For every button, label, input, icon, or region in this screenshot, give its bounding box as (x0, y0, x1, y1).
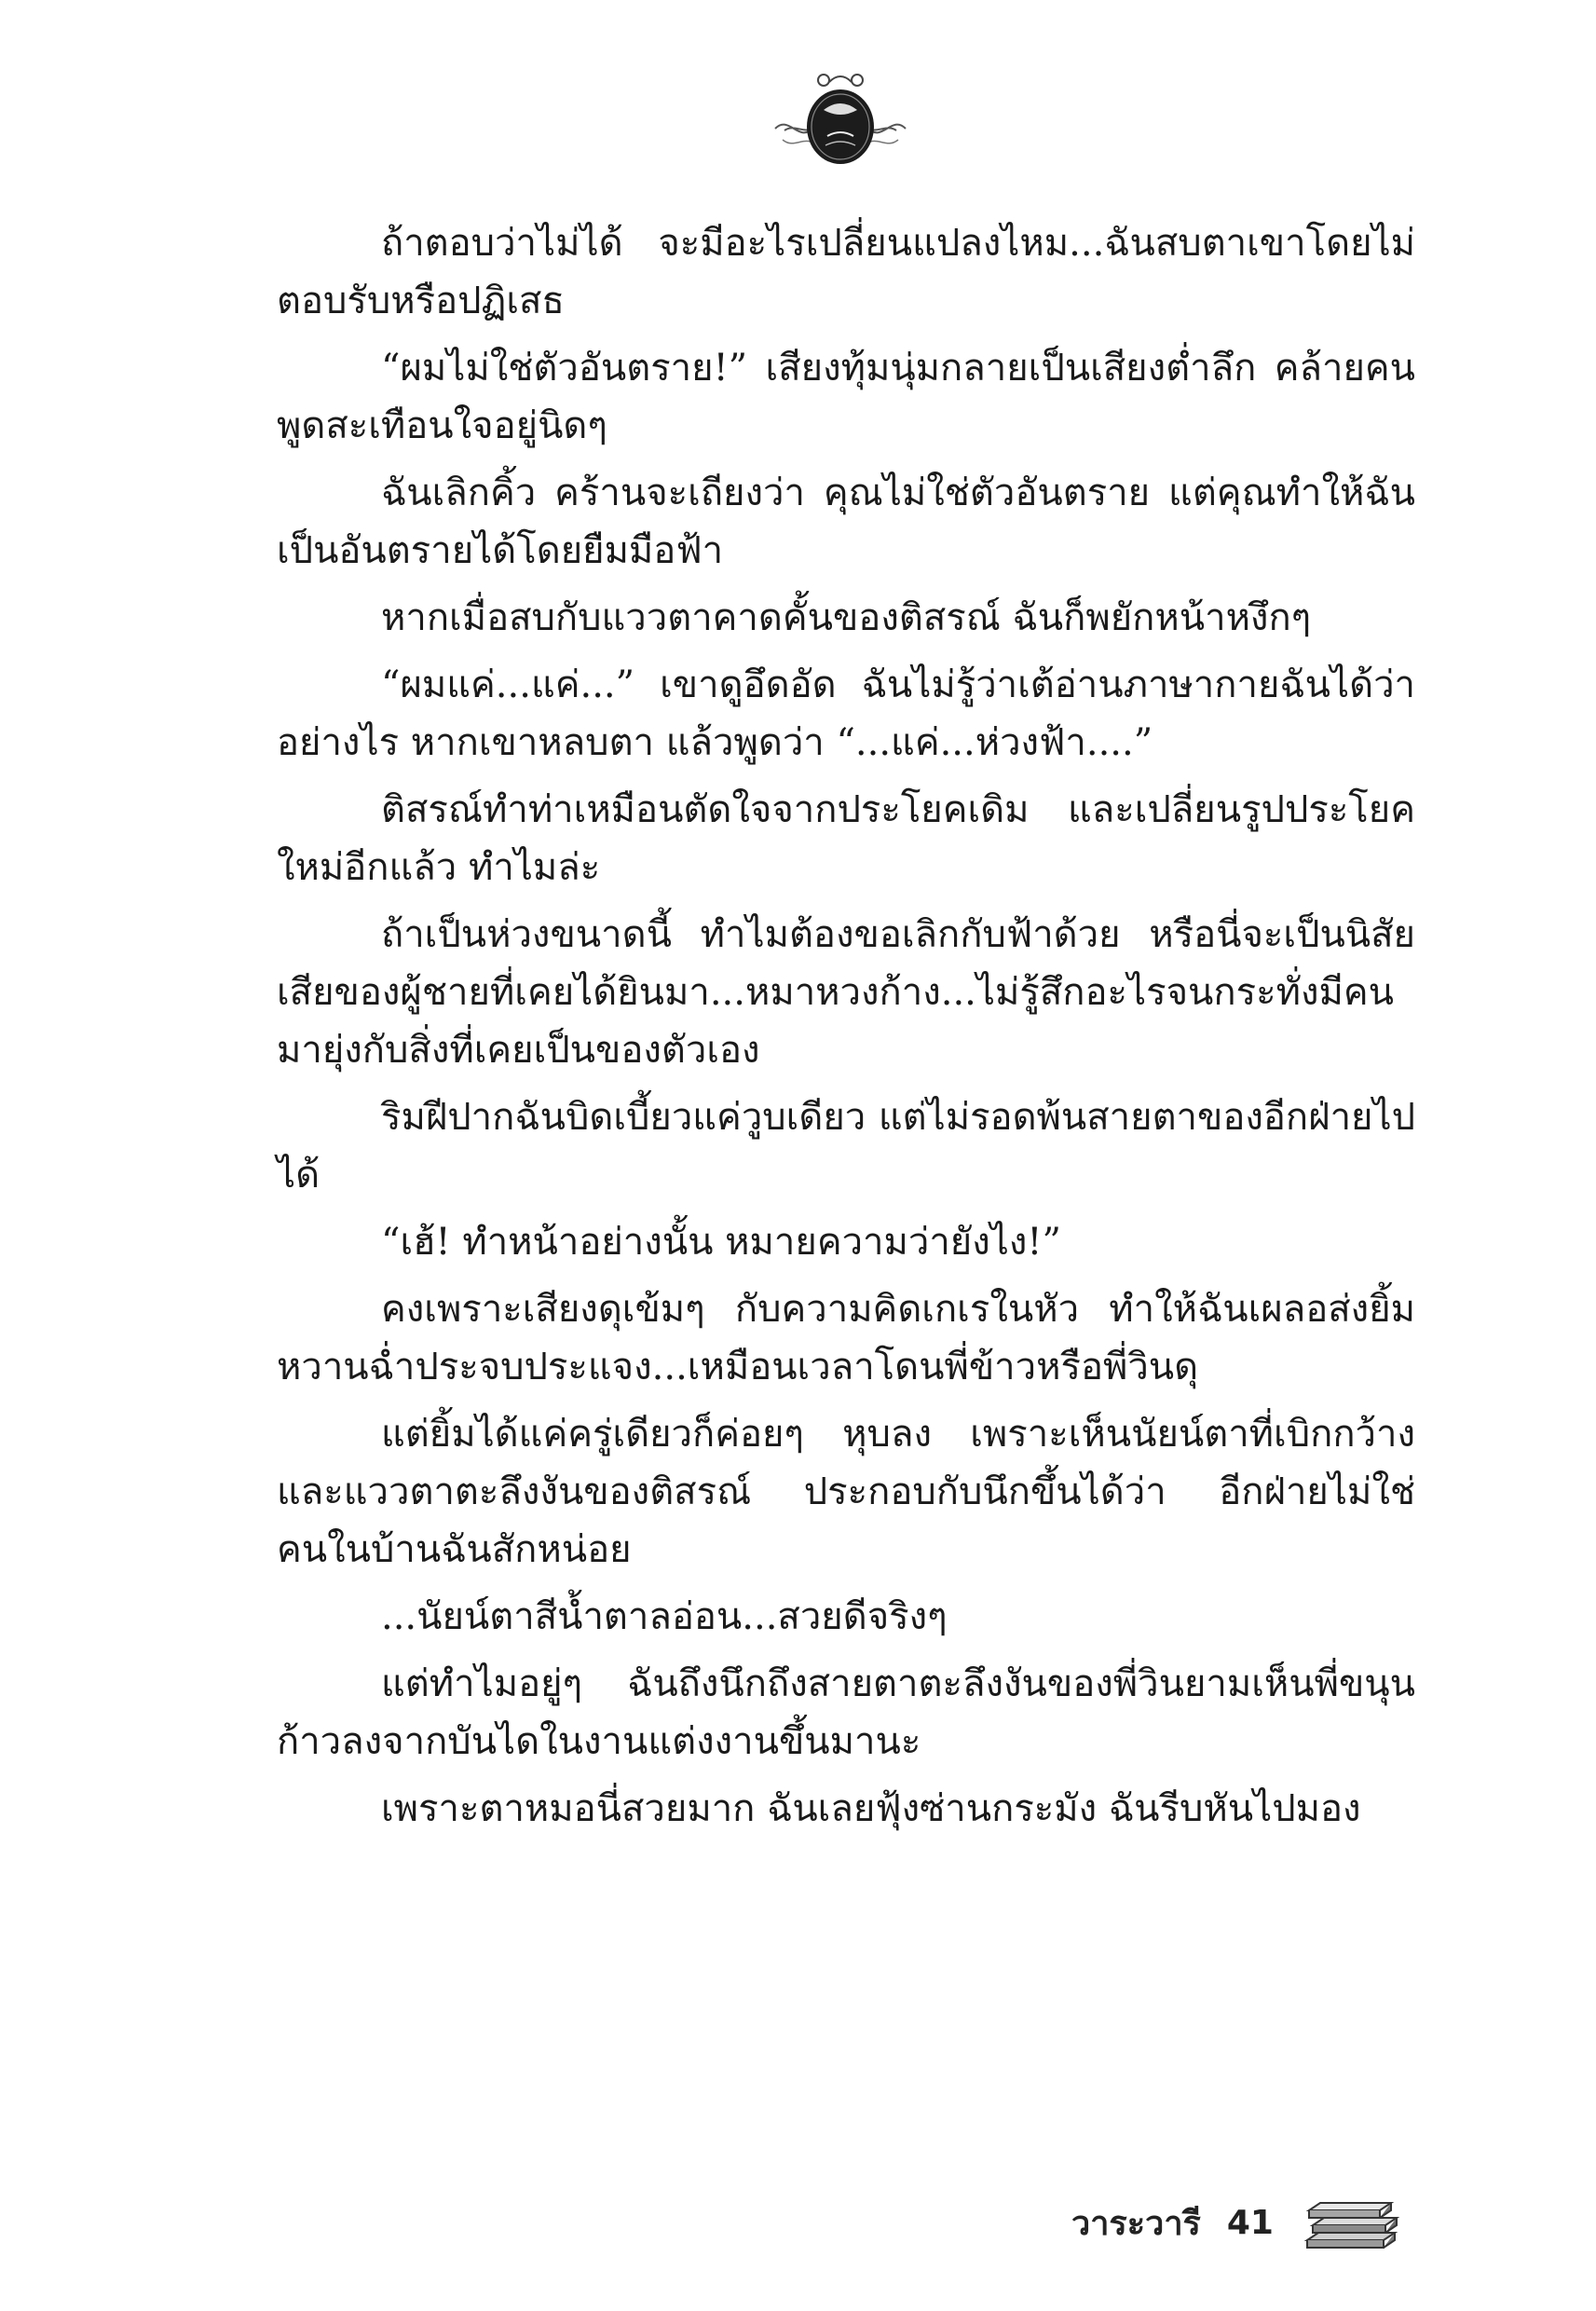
paragraph: ...นัยน์ตาสีน้ำตาลอ่อน...สวยดีจริงๆ (381, 1595, 948, 1638)
paragraph: “ผมแค่...แค่...” เขาดูอึดอัด ฉันไม่รู้ว่าเต้อ่านภาษากายฉันได้ว่าอย่างไร หากเขาหลบตา แล้วพูดว่า “...แค่...ห่วงฟ้า....” (277, 663, 1415, 764)
body-text (277, 214, 1415, 1847)
paragraph: คงเพราะเสียงดุเข้มๆ กับความคิดเกเรในหัว ทำให้ฉันเผลอส่งยิ้มหวานฉ่ำประจบประแจง...เหมือนเวลาโดนพี่ข้าวหรือพี่วินดุ (277, 1288, 1415, 1388)
paragraph: ริมฝีปากฉันบิดเบี้ยวแค่วูบเดียว แต่ไม่รอดพ้นสายตาของอีกฝ่ายไปได้ (277, 1096, 1415, 1197)
paragraph: แต่ทำไมอยู่ๆ ฉันถึงนึกถึงสายตาตะลึงงันของพี่วินยามเห็นพี่ขนุนก้าวลงจากบันไดในงานแต่งงานขึ้นมานะ (277, 1662, 1415, 1763)
paragraph: หากเมื่อสบกับแววตาคาดคั้นของติสรณ์ ฉันก็พยักหน้าหงึกๆ (381, 596, 1312, 639)
paragraph: ถ้าตอบว่าไม่ได้ จะมีอะไรเปลี่ยนแปลงไหม...ฉันสบตาเขาโดยไม่ตอบรับหรือปฏิเสธ (277, 222, 1415, 322)
book-stack-icon (1300, 2188, 1402, 2257)
paragraph: แต่ยิ้มได้แค่ครู่เดียวก็ค่อยๆ หุบลง เพราะเห็นนัยน์ตาที่เบิกกว้างและแววตาตะลึงงันของติสรณ์ ประกอบกับนึกขึ้นได้ว่า อีกฝ่ายไม่ใช่คนในบ้านฉันสักหน่อย (277, 1413, 1415, 1571)
book-title: วาระวารี (1071, 2204, 1201, 2243)
paragraph: เพราะตาหมอนี่สวยมาก ฉันเลยฟุ้งซ่านกระมัง ฉันรีบหันไปมอง (381, 1787, 1361, 1830)
paragraph: “เฮ้! ทำหน้าอย่างนั้น หมายความว่ายังไง!” (381, 1221, 1061, 1264)
paragraph: ติสรณ์ทำท่าเหมือนตัดใจจากประโยคเดิม และเปลี่ยนรูปประโยคใหม่อีกแล้ว ทำไมล่ะ (277, 788, 1415, 889)
page-number: 41 (1226, 2203, 1274, 2242)
paragraph: ถ้าเป็นห่วงขนาดนี้ ทำไมต้องขอเลิกกับฟ้าด้วย หรือนี่จะเป็นนิสัยเสียของผู้ชายที่เคยได้ยินมา...หมาหวงก้าง...ไม่รู้สึกอะไรจนกระทั่งมีคนมายุ่งกับสิ่งที่เคยเป็นของตัวเอง (277, 913, 1415, 1072)
paragraph: “ผมไม่ใช่ตัวอันตราย!” เสียงทุ้มนุ่มกลายเป็นเสียงต่ำลึก คล้ายคนพูดสะเทือนใจอยู่นิดๆ (277, 347, 1415, 447)
header-ornament-logo-icon (766, 63, 915, 175)
page-footer (1071, 2185, 1402, 2260)
paragraph: ฉันเลิกคิ้ว คร้านจะเถียงว่า คุณไม่ใช่ตัวอันตราย แต่คุณทำให้ฉันเป็นอันตรายได้โดยยืมมือฟ้า (277, 472, 1415, 572)
